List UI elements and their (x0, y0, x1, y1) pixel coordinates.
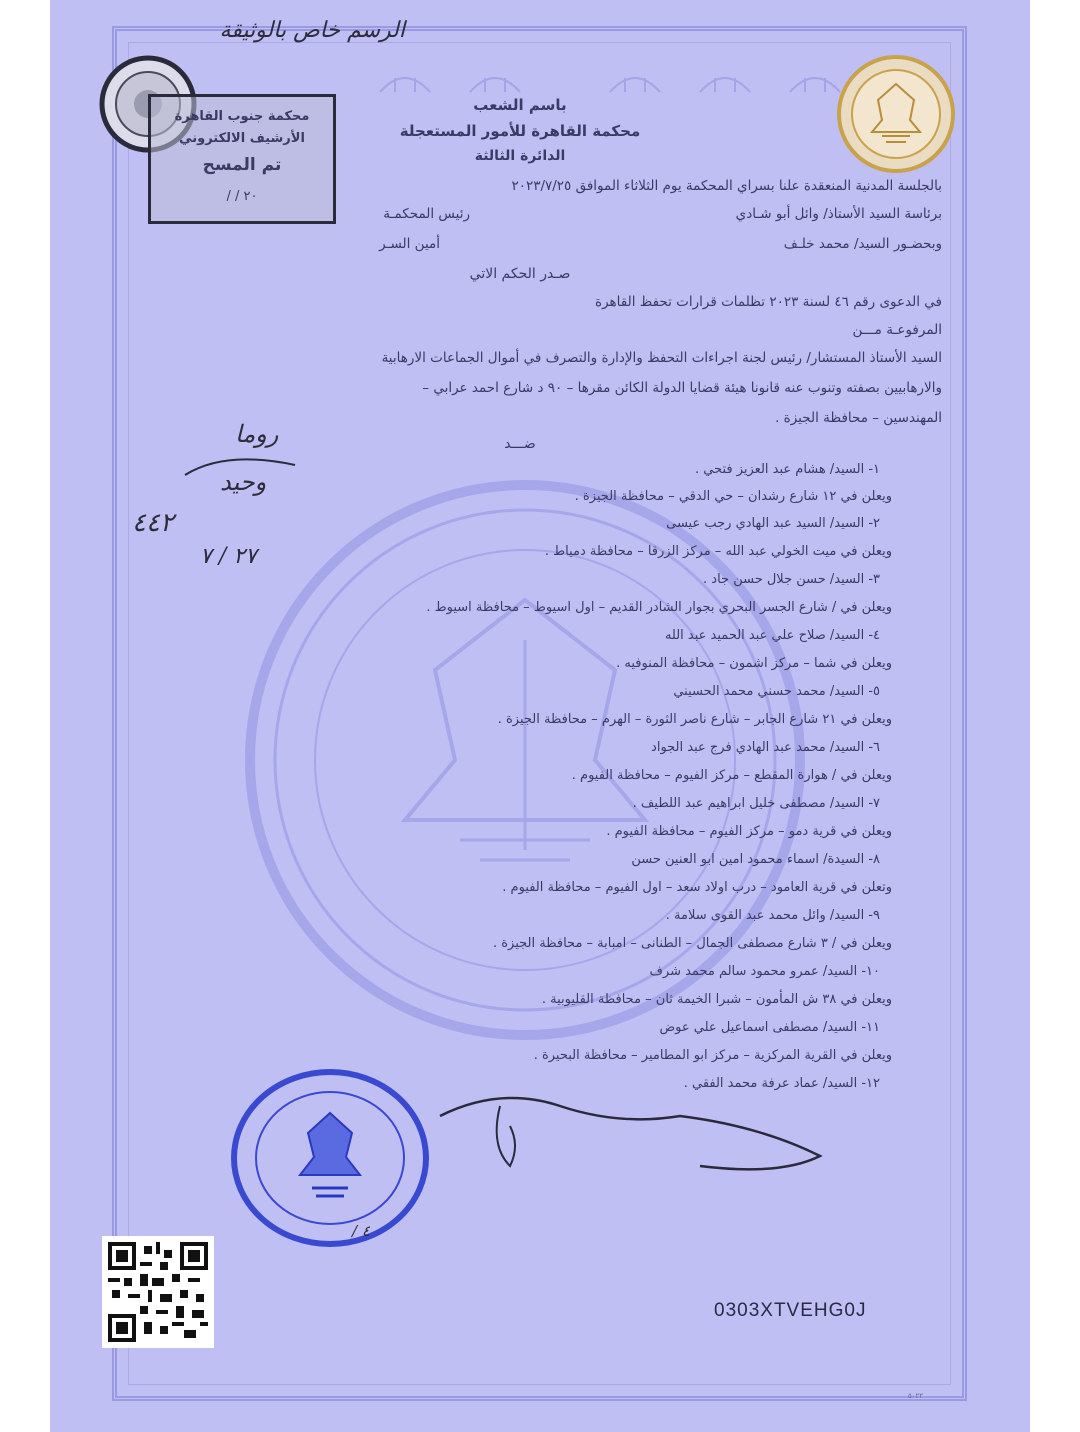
defendant-line: ١٠- السيد/ عمرو محمود سالم محمد شرف (649, 964, 880, 979)
defendant-line: ٧- السيد/ مصطفى خليل ابراهيم عبد اللطيف . (632, 796, 880, 811)
margin-stroke (180, 450, 300, 490)
defendant-line: ١٢- السيد/ عماد عرفة محمد الفقي . (683, 1076, 880, 1091)
verdict-heading: صـدر الحكم الاتي (469, 266, 571, 282)
header-circuit: الدائرة الثالثة (474, 148, 566, 164)
defendant-line: ويعلن في قرية دمو – مركز الفيوم – محافظة الفيوم . (606, 824, 892, 839)
document-page (50, 0, 1030, 1432)
case-line: في الدعوى رقم ٤٦ لسنة ٢٠٢٣ تظلمات قرارات تحفظ القاهرة (595, 294, 942, 310)
attended-by: وبحضـور السيد/ محمد خلـف (783, 236, 942, 252)
defendant-line: ١- السيد/ هشام عبد العزيز فتحي . (694, 462, 880, 477)
defendant-line: ويعلن في / ٣ شارع مصطفى الجمال – الطنانى – امبابة – محافظة الجيزة . (492, 936, 892, 951)
archive-stamp-line3: تم المسح (202, 155, 282, 175)
left-page-margin (0, 0, 50, 1432)
margin-note: روما (235, 420, 279, 448)
archive-stamp-line2: الأرشيف الالكتروني (179, 131, 305, 146)
presided-title: رئيس المحكمـة (383, 206, 470, 222)
defendant-line: ويعلن في ٣٨ ش المأمون – شبرا الخيمة ثان – محافظة القليوبية . (541, 992, 892, 1007)
bottom-note: ٤ / (352, 1222, 370, 1240)
defendant-line: ٤- السيد/ صلاح علي عبد الحميد عبد الله (664, 628, 880, 643)
archive-stamp-box (148, 94, 336, 224)
qr-code-icon (108, 1242, 208, 1342)
against-heading: ضـــد (504, 436, 536, 452)
plaintiff-line-1: السيد الأستاذ المستشار/ رئيس لجنة اجراءات التحفظ والإدارة والتصرف في أموال الجماعات الارهابية (381, 350, 942, 366)
presided-by: برئاسة السيد الأستاذ/ وائل أبو شـادي (735, 206, 942, 222)
header-court: محكمة القاهرة للأمور المستعجلة (399, 122, 641, 140)
defendant-line: ويعلن في / شارع الجسر البحري بجوار الشادر القديم – اول اسيوط – محافظة اسيوط . (426, 600, 892, 615)
defendant-line: ويعلن في القرية المركزية – مركز ابو المطامير – محافظة البحيرة . (533, 1048, 892, 1063)
handwritten-note: الرسم خاص بالوثيقة (219, 18, 405, 43)
defendant-line: ويعلن في ١٢ شارع رشدان – حي الدقي – محافظة الجيزة . (574, 489, 892, 504)
ministry-seal (836, 54, 956, 174)
document-code: 0303XTVEHG0J (714, 1300, 867, 1321)
session-line: بالجلسة المدنية المنعقدة علنا بسراي المحكمة يوم الثلاثاء الموافق ٢٠٢٣/٧/٢٥ (511, 178, 942, 194)
corner-mark: ٥٠٢٢ (908, 1392, 924, 1400)
qr-code (102, 1236, 214, 1348)
defendant-line: ٦- السيد/ محمد عبد الهادي فرج عبد الجواد (651, 740, 880, 755)
archive-stamp-date: ٢٠ / / (226, 189, 258, 204)
defendant-line: ويعلن في / هوارة المقطع – مركز الفيوم – محافظة الفيوم . (571, 768, 892, 783)
defendant-line: ٩- السيد/ وائل محمد عبد القوى سلامة . (665, 908, 880, 923)
margin-note: ٢٧ / ٧ (200, 544, 257, 569)
signature-icon (430, 1076, 850, 1176)
archive-stamp-line1: محكمة جنوب القاهرة (174, 109, 310, 124)
margin-note: وحيد (220, 468, 267, 496)
defendant-line: ٣- السيد/ حسن جلال حسن جاد . (703, 572, 880, 587)
defendant-line: وتعلن في قرية العامود – درب اولاد سعد – اول الفيوم – محافظة الفيوم . (502, 880, 892, 895)
ministry-blue-stamp (230, 1068, 430, 1248)
attended-title: أمين السـر (379, 236, 440, 252)
plaintiff-line-3: المهندسين – محافظة الجيزة . (775, 410, 942, 426)
plaintiff-line-2: والارهابيين بصفته وتنوب عنه قانونا هيئة قضايا الدولة الكائن مقرها – ٩٠ د شارع احمد عرابي – (422, 380, 942, 396)
defendant-line: ويعلن في شما – مركز اشمون – محافظة المنوفيه . (616, 656, 892, 671)
margin-note: ٤٤٢ (132, 508, 174, 538)
defendant-line: ويعلن في ٢١ شارع الجابر – شارع ناصر الثورة – الهرم – محافظة الجيزة . (497, 712, 892, 727)
defendant-line: ٨- السيدة/ اسماء محمود امين ابو العنين حسن (631, 852, 880, 867)
defendant-line: ٢- السيد/ السيد عبد الهادي رجب عيسى (666, 516, 880, 531)
defendant-line: ٥- السيد/ محمد حسني محمد الحسيني (673, 684, 880, 699)
filed-by: المرفوعـة مـــن (852, 322, 942, 338)
right-page-margin (1030, 0, 1080, 1432)
header-people: باسم الشعب (473, 96, 567, 114)
defendant-line: ١١- السيد/ مصطفى اسماعيل علي عوض (659, 1020, 880, 1035)
defendant-line: ويعلن في ميت الخولي عبد الله – مركز الزرقا – محافظة دمياط . (544, 544, 892, 559)
